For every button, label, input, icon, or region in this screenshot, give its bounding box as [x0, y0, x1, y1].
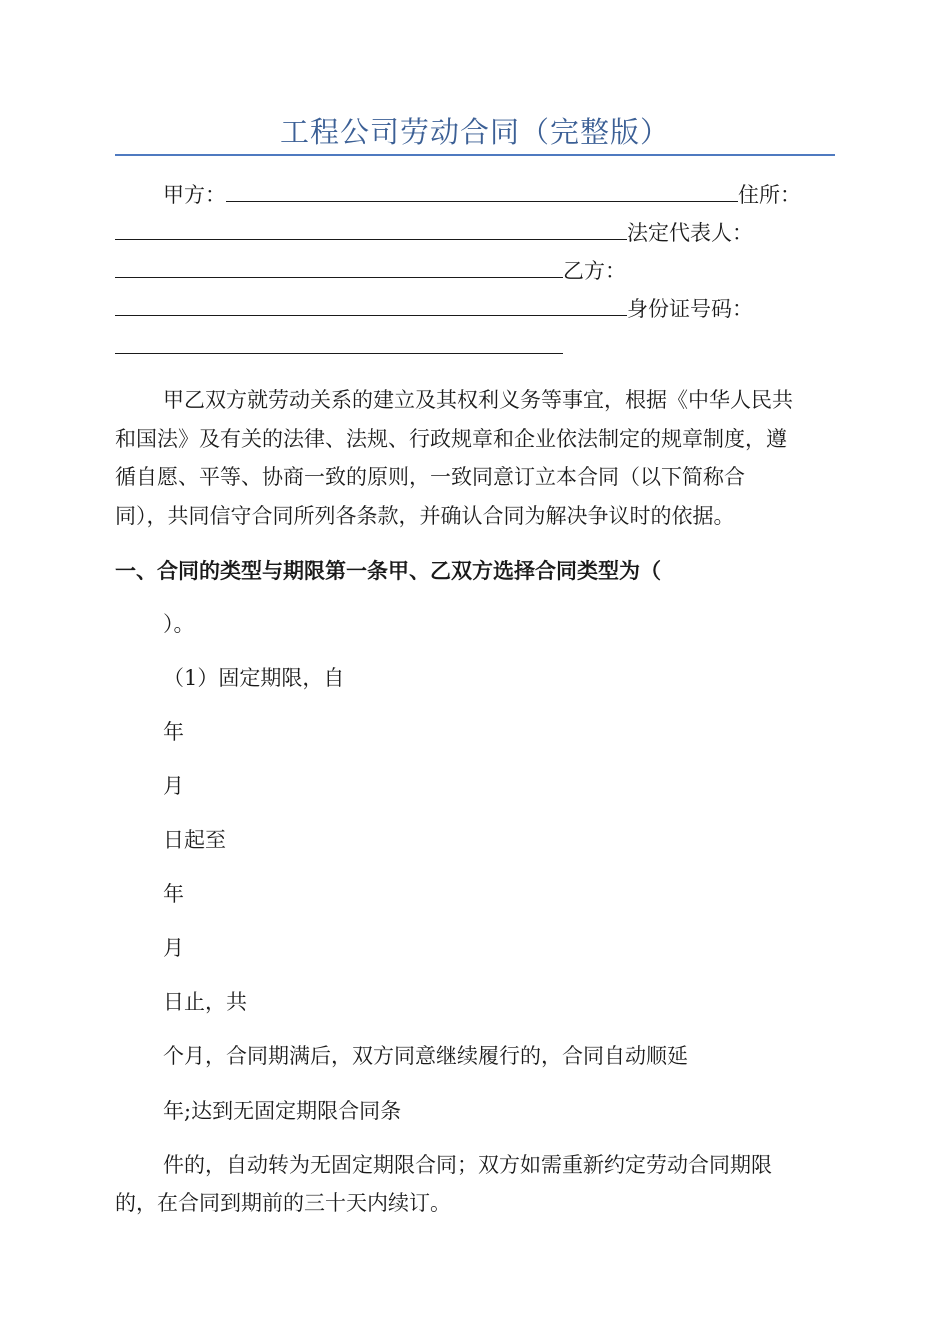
- final-line: 的，在合同到期前的三十天内续订。: [115, 1191, 451, 1215]
- intro-line: 甲乙双方就劳动关系的建立及其权利义务等事宜，根据《中华人民共: [163, 388, 793, 412]
- address-blank[interactable]: [115, 219, 627, 240]
- address-label: 住所：: [738, 183, 801, 207]
- page-title: 工程公司劳动合同（完整版）: [279, 115, 670, 149]
- final-line: 件的，自动转为无固定期限合同；双方如需重新约定劳动合同期限: [163, 1153, 772, 1177]
- body-line: 年: [163, 720, 184, 744]
- body-line: 日止，共: [163, 990, 247, 1014]
- party-a-line: [163, 180, 801, 210]
- body-line: 个月，合同期满后，双方同意继续履行的，合同自动顺延: [163, 1044, 688, 1068]
- id-line: [115, 294, 753, 324]
- body-line: ）。: [163, 612, 195, 636]
- intro-line: 同），共同信守合同所列各条款，并确认合同为解决争议时的依据。: [115, 504, 735, 528]
- legal-rep-label: 法定代表人：: [627, 221, 753, 245]
- legal-rep-line: [115, 218, 753, 248]
- section-heading: 一、合同的类型与期限第一条甲、乙双方选择合同类型为（: [115, 559, 661, 583]
- party-a-blank[interactable]: [226, 181, 738, 202]
- party-b-label: 乙方：: [563, 259, 626, 283]
- intro-line: 和国法》及有关的法律、法规、行政规章和企业依法制定的规章制度，遵: [115, 427, 787, 451]
- body-line: 年;达到无固定期限合同条: [163, 1099, 402, 1123]
- id-blank[interactable]: [115, 333, 563, 354]
- body-line: 日起至: [163, 828, 226, 852]
- party-b-line: [115, 256, 626, 286]
- legal-rep-blank[interactable]: [115, 257, 563, 278]
- id-label: 身份证号码：: [627, 297, 753, 321]
- body-line: 月: [163, 936, 184, 960]
- party-a-label: 甲方：: [163, 183, 226, 207]
- body-line: 月: [163, 774, 184, 798]
- id-blank-line: [115, 332, 563, 362]
- intro-line: 循自愿、平等、协商一致的原则，一致同意订立本合同（以下简称合: [115, 465, 745, 489]
- body-line: 年: [163, 882, 184, 906]
- party-b-blank[interactable]: [115, 295, 627, 316]
- body-line: （1）固定期限，自: [163, 666, 345, 690]
- title-underline: [115, 154, 835, 156]
